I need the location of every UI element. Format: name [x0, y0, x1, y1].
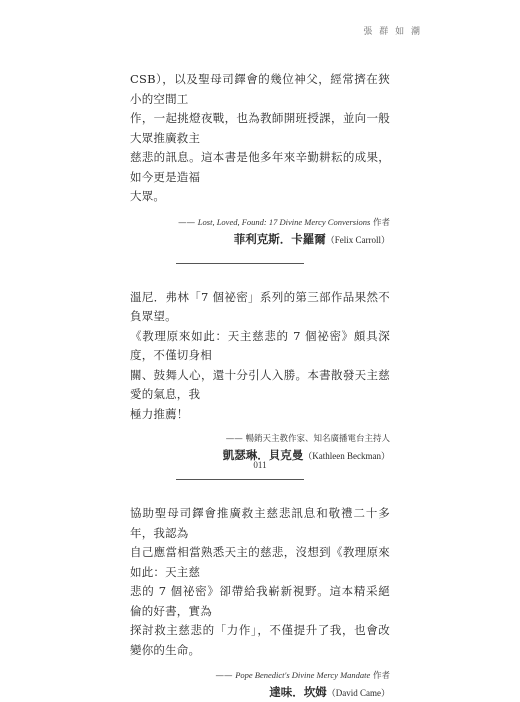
text-line: CSB），以及聖母司鐸會的幾位神父，經常擠在狹小的空間工	[130, 72, 390, 106]
section-divider	[176, 479, 304, 480]
attribution-role: 作者	[370, 217, 390, 228]
endorser-name-zh: 凱瑟琳．貝克曼	[222, 448, 304, 462]
text-line: 大眾。	[130, 189, 166, 203]
attribution-dash: ——	[215, 671, 236, 681]
endorsement-kathleen-beckman	[130, 288, 390, 466]
attribution-dash: ——	[178, 217, 198, 228]
endorser-name-en: （Felix Carroll）	[325, 234, 390, 245]
text-line: 自己應當相當熟悉天主的慈悲，沒想到《教理原來如此：天主慈	[130, 545, 390, 579]
attribution	[130, 668, 390, 683]
attribution	[130, 215, 390, 230]
text-line: 悲的 7 個祕密》卻帶給我嶄新視野。這本精采絕倫的好書，實為	[130, 584, 390, 618]
endorsement-paragraph	[130, 70, 390, 207]
text-line: 溫尼．弗林「7 個祕密」系列的第三部作品果然不負眾望。	[130, 289, 390, 323]
text-line: 探討救主慈悲的「力作」，不僅提升了我，也會改變你的生命。	[130, 623, 390, 657]
book-title: Lost, Loved, Found: 17 Divine Mercy Conversions	[197, 216, 371, 227]
endorsement-content	[130, 70, 390, 702]
text-line: 極力推薦！	[130, 406, 189, 421]
page-number: 011	[253, 460, 267, 470]
endorsement-felix-carroll	[130, 70, 390, 249]
endorsement-paragraph	[130, 288, 390, 425]
endorser-name	[130, 230, 390, 249]
endorser-name	[130, 683, 390, 702]
text-line: 《教理原來如此：天主慈悲的 7 個祕密》頗具深度，不僅切身相	[130, 328, 390, 362]
attribution-role: 作者	[370, 671, 390, 681]
endorser-name-zh: 菲利克斯．卡羅爾	[233, 231, 326, 246]
section-divider	[176, 263, 304, 264]
endorser-name-en: （Kathleen Beckman）	[303, 451, 390, 461]
text-line: 關、鼓舞人心，還十分引人入勝。本書散發天主慈愛的氣息，我	[130, 367, 390, 401]
book-title: Pope Benedict's Divine Mercy Mandate	[235, 670, 371, 680]
attribution: —— 暢銷天主教作家、知名廣播電台主持人	[225, 434, 390, 444]
text-line: 慈悲的訊息。這本書是他多年來辛勤耕耘的成果，如今更是造福	[130, 150, 390, 184]
endorser-name-zh: 達味．坎姆	[269, 685, 327, 699]
endorsement-david-came	[130, 504, 390, 702]
endorsement-paragraph	[130, 504, 390, 660]
running-head: 張 群 如 潮	[363, 27, 422, 37]
text-line: 協助聖母司鐸會推廣救主慈悲訊息和敬禮二十多年，我認為	[130, 506, 390, 540]
endorser-name-en: （David Came）	[326, 688, 390, 698]
text-line: 作，一起挑燈夜戰，也為教師開班授課，並向一般大眾推廣救主	[130, 111, 390, 145]
